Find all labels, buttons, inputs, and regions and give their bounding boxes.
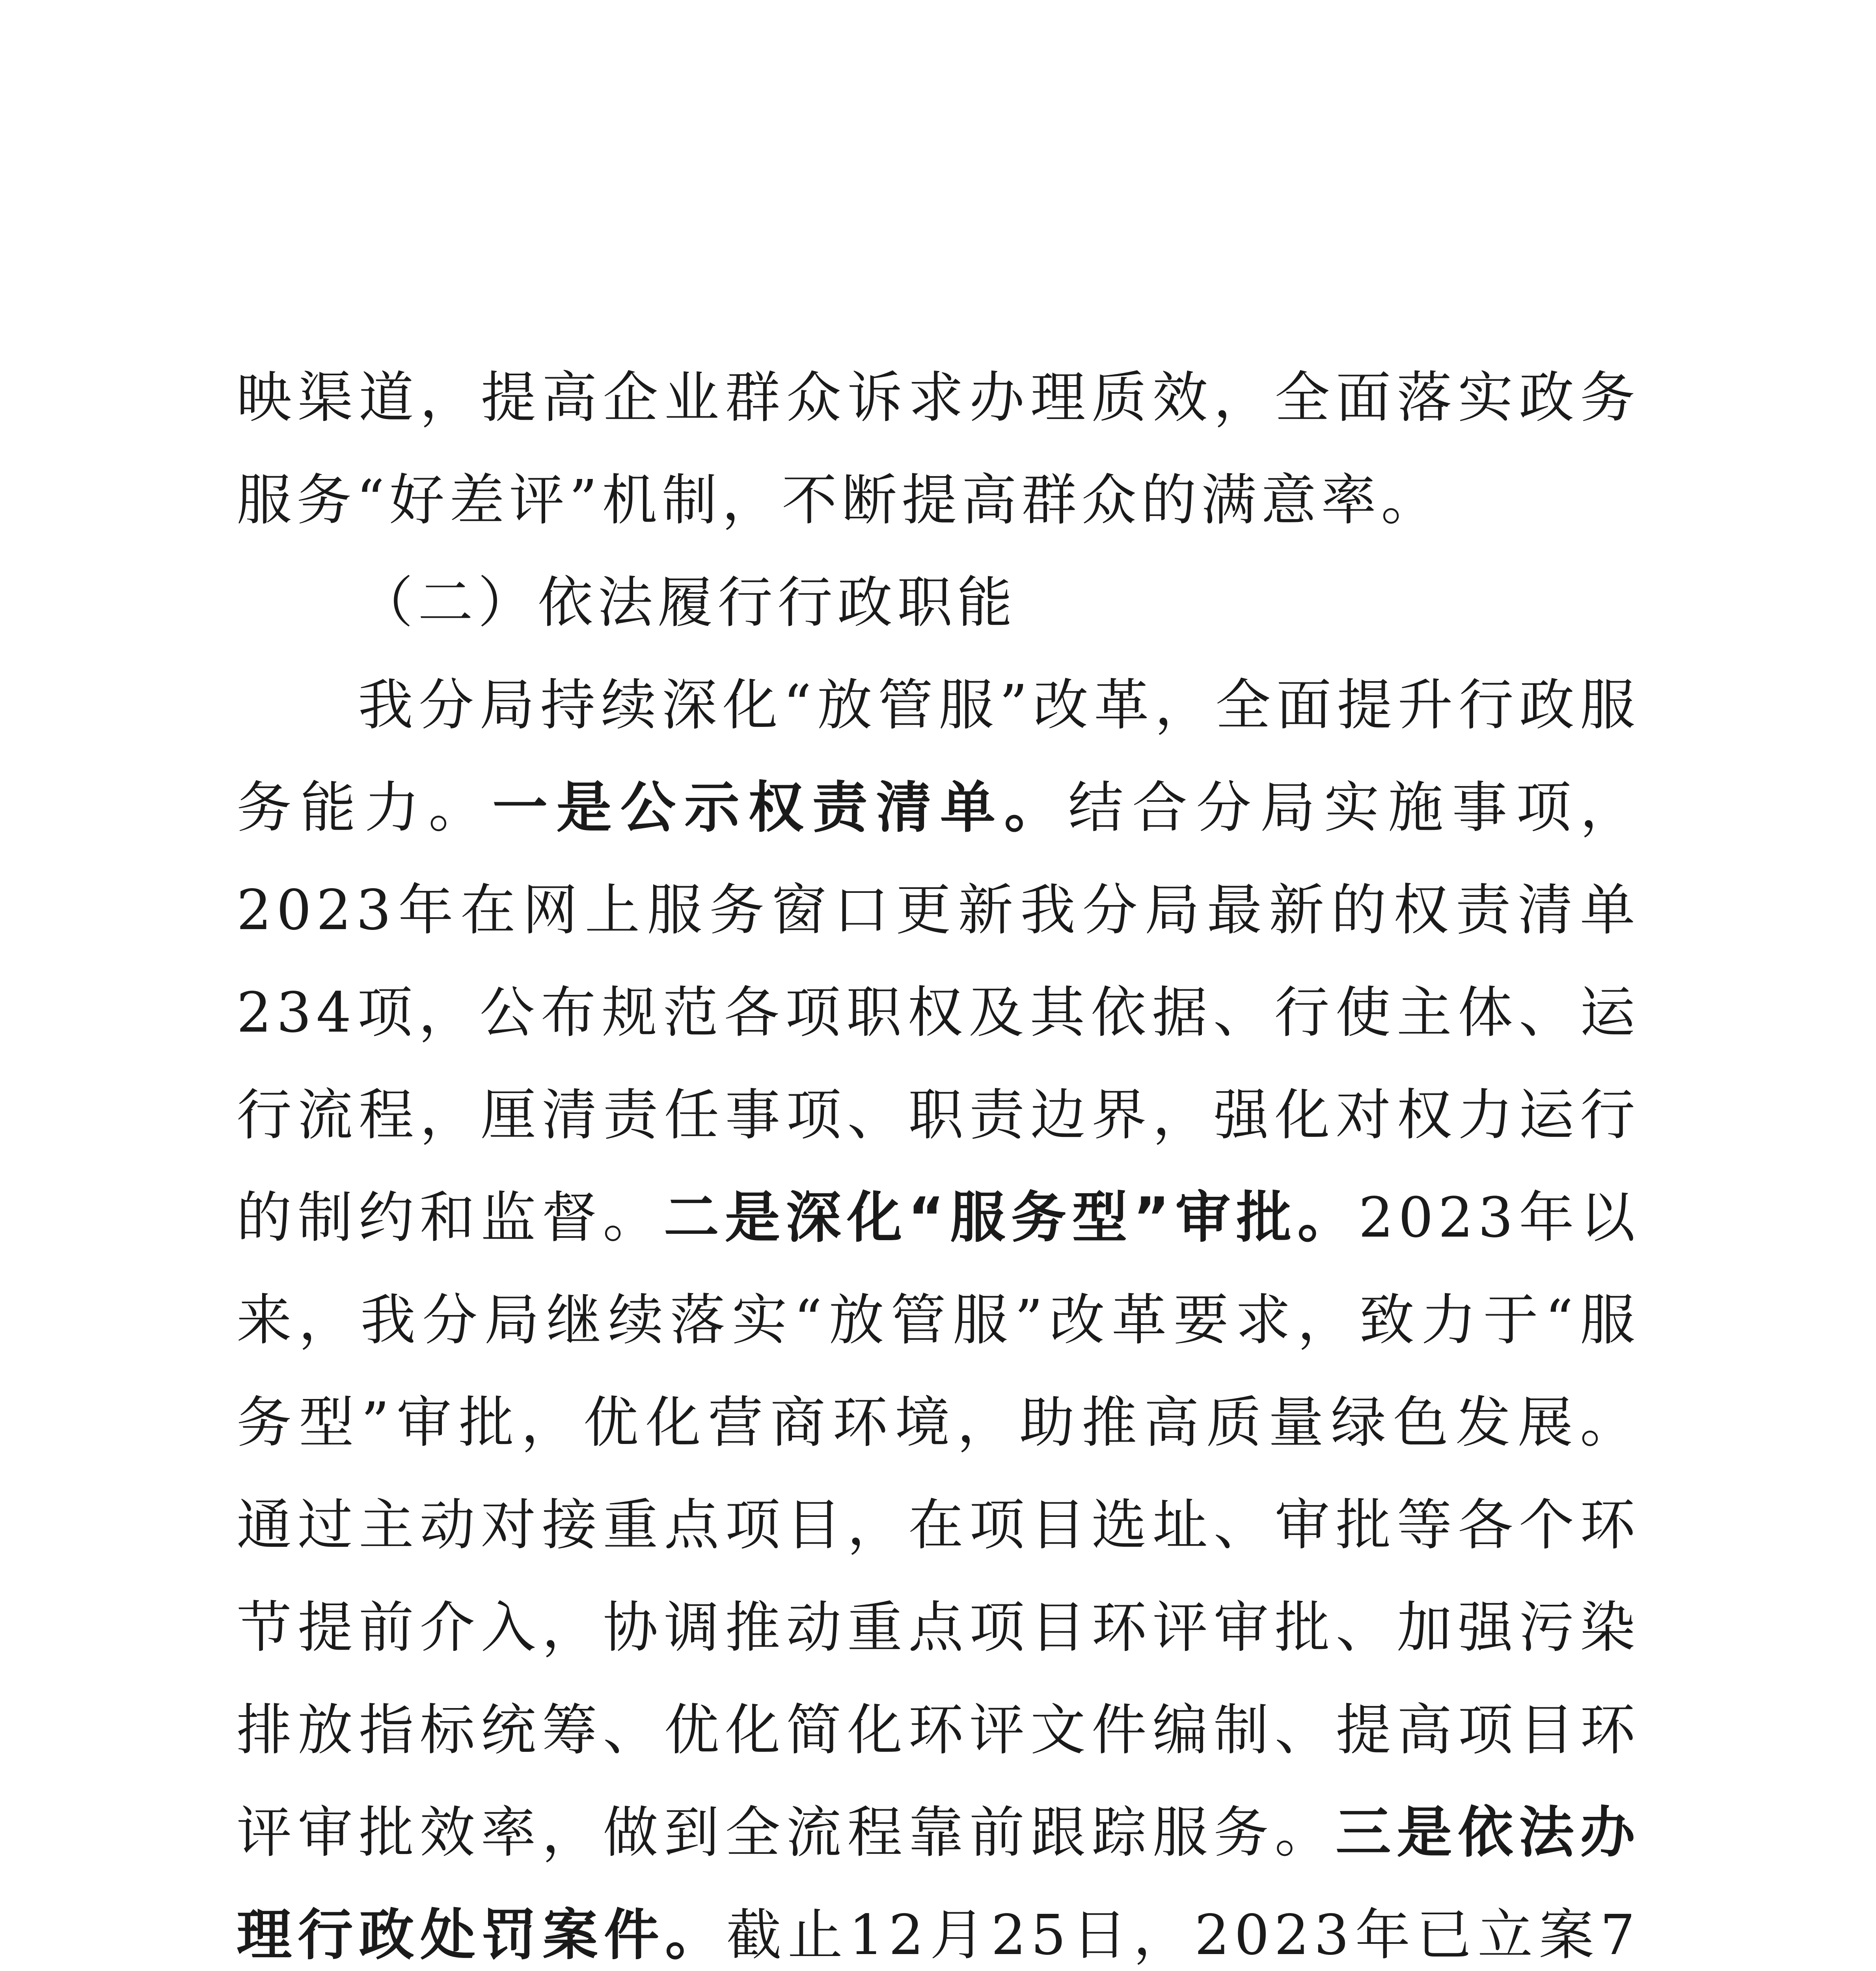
section-heading: （二）依法履行行政职能 — [358, 571, 1017, 635]
point3-body: 截止12月25日，2023年已立案7 — [726, 1903, 1640, 1967]
document-body — [237, 347, 1640, 1971]
paragraph-intro: 我分局持续深化“放管服”改革，全面提升行政服务能力。 — [237, 673, 1640, 840]
continuation-paragraph: 映渠道，提高企业群众诉求办理质效，全面落实政务服务“好差评”机制，不断提高群众的满意率。 — [237, 366, 1640, 533]
point3-title: 三是依法办理行政处罚案件。 — [237, 1801, 1640, 1967]
point2-title: 二是深化“服务型”审批。 — [663, 1186, 1359, 1250]
point1-body: 结合分局实施事项，2023年在网上服务窗口更新我分局最新的权责清单234项，公布规范各项职权及其依据、行使主体、运行流程，厘清责任事项、职责边界，强化对权力运行的制约和监督。 — [237, 776, 1640, 1250]
point2-body: 2023年以来，我分局继续落实“放管服”改革要求，致力于“服务型”审批，优化营商环境，助推高质量绿色发展。通过主动对接重点项目，在项目选址、审批等各个环节提前介入，协调推动重点项目环评审批、加强污染排放指标统筹、优化简化环评文件编制、提高项目环评审批效率，做到全流程靠前跟踪服务。 — [237, 1186, 1640, 1865]
point1-title: 一是公示权责清单。 — [492, 776, 1068, 840]
main-paragraph — [237, 654, 1640, 1971]
